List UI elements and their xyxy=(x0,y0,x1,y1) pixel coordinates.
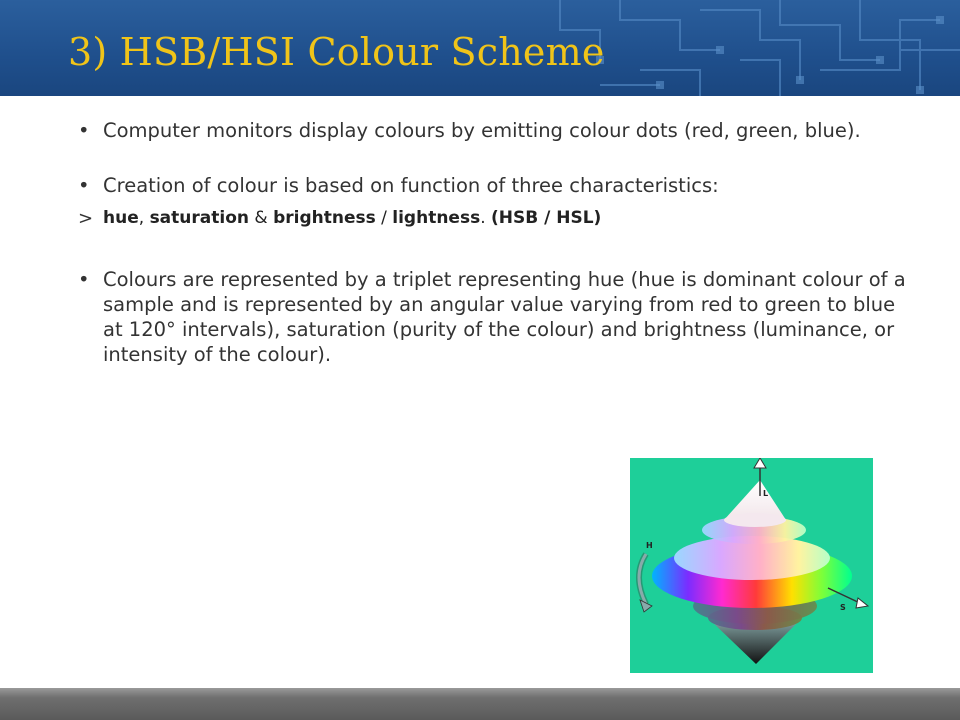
bullet-marker: • xyxy=(78,119,90,142)
colour-models: (HSB / HSL) xyxy=(491,208,602,228)
bullet-item xyxy=(78,267,908,367)
sub-bullet-marker: > xyxy=(78,208,94,229)
term-hue: hue xyxy=(103,208,139,228)
bullet-text: Creation of colour is based on function of three characteristics: xyxy=(103,174,719,197)
sub-bullet: > hue, saturation & brightness / lightness. (HSB / HSL) xyxy=(78,208,602,229)
title-banner xyxy=(0,0,960,96)
bullet-item xyxy=(78,118,908,143)
term-lightness: lightness xyxy=(392,208,481,228)
hsl-colour-cone-figure xyxy=(630,458,873,673)
bullet-text: Colours are represented by a triplet representing hue (hue is dominant colour of a sample and is represented by an angular value varying from red to green to blue at 120° intervals), saturation (purity of the colour) and brightness (luminance, or intensity of the colour). xyxy=(103,268,906,366)
bullet-marker: • xyxy=(78,174,90,197)
slide-body xyxy=(78,118,908,397)
bullet-text: Computer monitors display colours by emitting colour dots (red, green, blue). xyxy=(103,119,861,142)
bullet-item xyxy=(78,173,908,198)
slide-title: 3) HSB/HSI Colour Scheme xyxy=(68,30,605,74)
axis-label-h: H xyxy=(646,541,653,550)
axis-label-l: L xyxy=(763,489,769,498)
bullet-marker: • xyxy=(78,268,90,291)
term-saturation: saturation xyxy=(149,208,249,228)
footer-bar xyxy=(0,688,960,720)
term-brightness: brightness xyxy=(273,208,376,228)
axis-label-s: S xyxy=(840,603,846,612)
